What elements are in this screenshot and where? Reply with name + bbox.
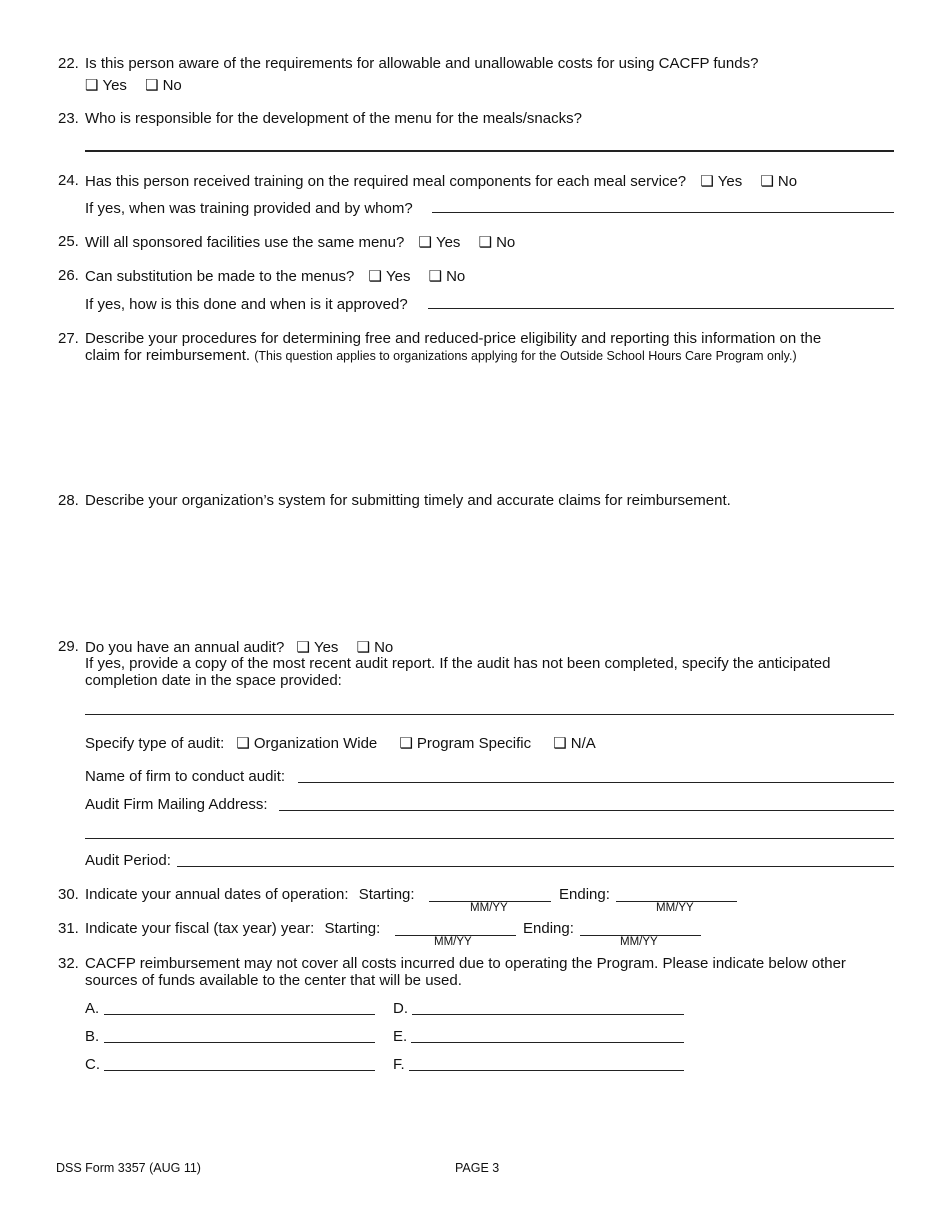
q32-source-b-line[interactable] <box>104 1042 375 1043</box>
q32-source-f-label: F. <box>393 1056 405 1073</box>
q32-line2: sources of funds available to the center that will be used. <box>85 972 462 989</box>
q32-line1: CACFP reimbursement may not cover all costs incurred due to operating the Program. Please indicate below other <box>85 955 846 972</box>
q27-line2-text: claim for reimbursement. <box>85 347 251 364</box>
q31-ending-label: Ending: <box>523 920 574 937</box>
q32-number: 32. <box>58 955 79 972</box>
q26-no-checkbox[interactable]: ❑ No <box>428 268 466 285</box>
q31-end-format: MM/YY <box>620 936 658 948</box>
q24-row <box>85 172 797 190</box>
q25-text: Will all sponsored facilities use the same menu? <box>85 234 405 251</box>
q26-followup-label: If yes, how is this done and when is it approved? <box>85 296 408 313</box>
q32-source-e-line[interactable] <box>411 1042 684 1043</box>
q24-number: 24. <box>58 172 79 189</box>
q24-followup-line[interactable] <box>432 212 894 213</box>
q29-row <box>85 638 393 656</box>
q31-text <box>85 920 380 937</box>
q32-source-b-label: B. <box>85 1028 100 1045</box>
q29-program-specific-checkbox[interactable]: ❑ Program Specific <box>399 735 532 752</box>
q30-starting-label: Starting: <box>358 886 415 903</box>
q29-period-label: Audit Period: <box>85 852 171 869</box>
q32-source-d-label: D. <box>393 1000 408 1017</box>
q28-number: 28. <box>58 492 79 509</box>
q26-followup-line[interactable] <box>428 308 894 309</box>
q29-audit-type-label: Specify type of audit: <box>85 735 225 752</box>
footer-form-id: DSS Form 3357 (AUG 11) <box>56 1161 201 1175</box>
q30-start-format: MM/YY <box>470 902 508 914</box>
q29-address-line-1[interactable] <box>279 810 894 811</box>
q29-firm-line[interactable] <box>298 782 894 783</box>
q23-text: Who is responsible for the development of the menu for the meals/snacks? <box>85 110 582 127</box>
q23-number: 23. <box>58 110 79 127</box>
q30-number: 30. <box>58 886 79 903</box>
q29-yes-checkbox[interactable]: ❑ Yes <box>296 639 339 656</box>
q25-row <box>85 233 515 251</box>
q30-text <box>85 886 415 903</box>
q28-text: Describe your organization’s system for submitting timely and accurate claims for reimbursement. <box>85 492 731 509</box>
q29-address-label: Audit Firm Mailing Address: <box>85 796 268 813</box>
q32-source-d-line[interactable] <box>412 1014 684 1015</box>
q29-line3: completion date in the space provided: <box>85 672 342 689</box>
q27-number: 27. <box>58 330 79 347</box>
q22-number: 22. <box>58 55 79 72</box>
q29-org-wide-checkbox[interactable]: ❑ Organization Wide <box>236 735 378 752</box>
q29-line2: If yes, provide a copy of the most recent audit report. If the audit has not been completed, specify the anticipated <box>85 655 831 672</box>
q22-text: Is this person aware of the requirements for allowable and unallowable costs for using CACFP funds? <box>85 55 759 72</box>
q31-number: 31. <box>58 920 79 937</box>
q31-starting-label: Starting: <box>324 920 381 937</box>
q25-yes-checkbox[interactable]: ❑ Yes <box>418 234 461 251</box>
q32-source-a-line[interactable] <box>104 1014 375 1015</box>
q32-source-c-label: C. <box>85 1056 100 1073</box>
q32-source-e-label: E. <box>393 1028 408 1045</box>
q30-label: Indicate your annual dates of operation: <box>85 886 349 903</box>
q29-address-line-2[interactable] <box>85 838 894 839</box>
q30-end-format: MM/YY <box>656 902 694 914</box>
q30-ending-label: Ending: <box>559 886 610 903</box>
q29-audit-type-row <box>85 734 596 752</box>
q31-label: Indicate your fiscal (tax year) year: <box>85 920 315 937</box>
q22-no-checkbox[interactable]: ❑ No <box>145 77 182 94</box>
q26-row <box>85 267 465 285</box>
q29-number: 29. <box>58 638 79 655</box>
q29-na-checkbox[interactable]: ❑ N/A <box>553 735 596 752</box>
q31-start-format: MM/YY <box>434 936 472 948</box>
q25-no-checkbox[interactable]: ❑ No <box>478 234 516 251</box>
q24-yes-checkbox[interactable]: ❑ Yes <box>700 173 743 190</box>
q22-options <box>85 76 182 94</box>
q32-source-a-label: A. <box>85 1000 100 1017</box>
q27-line2 <box>85 347 797 364</box>
q26-yes-checkbox[interactable]: ❑ Yes <box>368 268 411 285</box>
q29-completion-date-line[interactable] <box>85 714 894 715</box>
q29-period-line[interactable] <box>177 866 894 867</box>
q27-line1: Describe your procedures for determining free and reduced-price eligibility and reporting this information on the <box>85 330 822 347</box>
q32-source-c-line[interactable] <box>104 1070 375 1071</box>
q27-note: (This question applies to organizations applying for the Outside School Hours Care Program only.) <box>254 349 797 363</box>
q24-no-checkbox[interactable]: ❑ No <box>760 173 798 190</box>
q29-firm-label: Name of firm to conduct audit: <box>85 768 286 785</box>
footer-page-number: PAGE 3 <box>455 1161 500 1175</box>
q25-number: 25. <box>58 233 79 250</box>
q29-no-checkbox[interactable]: ❑ No <box>356 639 394 656</box>
q22-yes-checkbox[interactable]: ❑ Yes <box>85 77 127 94</box>
q27-answer-area[interactable] <box>85 370 894 480</box>
q26-number: 26. <box>58 267 79 284</box>
q32-source-f-line[interactable] <box>409 1070 684 1071</box>
q24-followup-label: If yes, when was training provided and by whom? <box>85 200 413 217</box>
q29-text: Do you have an annual audit? <box>85 639 285 656</box>
q23-answer-line[interactable] <box>85 150 894 152</box>
q24-text: Has this person received training on the required meal components for each meal service? <box>85 173 687 190</box>
q26-text: Can substitution be made to the menus? <box>85 268 355 285</box>
q28-answer-area[interactable] <box>85 515 894 625</box>
